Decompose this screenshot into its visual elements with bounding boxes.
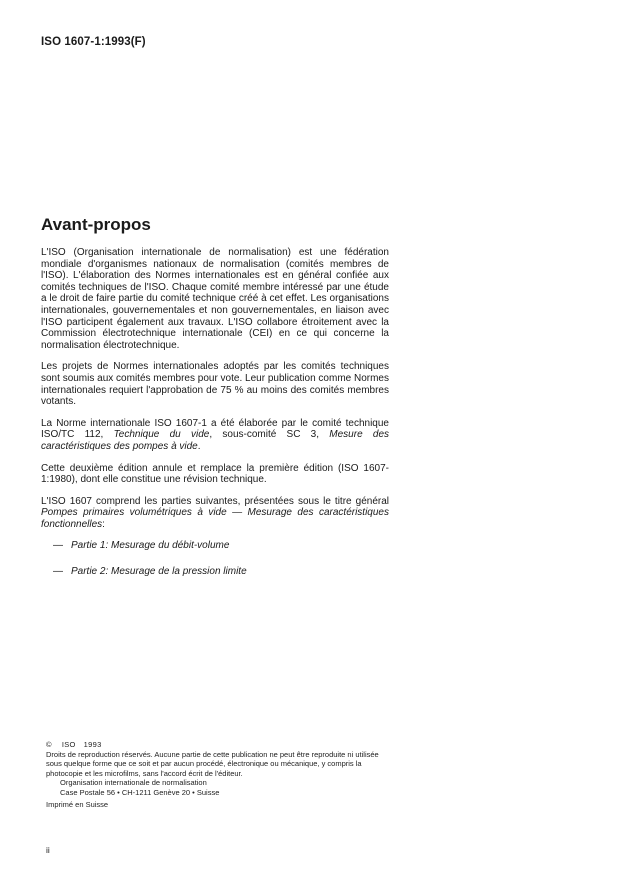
list-item bbox=[53, 566, 389, 578]
paragraph-draft-standards: Les projets de Normes internationales adoptés par les comités techniques sont soumis aux comités membres pour vote. Leur publication comme Normes internationales requiert l'approbation de 75 % au moins des comités membres votants. bbox=[41, 361, 389, 408]
parts-list bbox=[41, 540, 389, 577]
parts-intro-text-1: L'ISO 1607 comprend les parties suivantes, présentées sous le titre général bbox=[41, 495, 389, 507]
paragraph-committee bbox=[41, 418, 389, 453]
address-line-2: Case Postale 56 • CH-1211 Genève 20 • Suisse bbox=[60, 787, 220, 797]
committee-text-1: La Norme internationale ISO 1607-1 a été élaborée par le comité technique ISO/TC 112, bbox=[41, 417, 389, 441]
em-dash: — bbox=[53, 540, 63, 552]
copyright-line bbox=[46, 740, 390, 750]
foreword-body bbox=[41, 247, 389, 592]
page-title: Avant-propos bbox=[41, 215, 151, 234]
parts-intro-text-2: : bbox=[102, 518, 105, 530]
address-line-1: Organisation internationale de normalisation bbox=[60, 778, 207, 787]
paragraph-parts-intro bbox=[41, 496, 389, 531]
document-id-header: ISO 1607-1:1993(F) bbox=[41, 36, 146, 48]
em-dash: — bbox=[53, 566, 63, 578]
committee-italic-1: Technique du vide bbox=[113, 429, 210, 441]
paragraph-edition: Cette deuxième édition annule et remplace la première édition (ISO 1607-1:1980), dont elle constitue une révision technique. bbox=[41, 462, 389, 486]
part-2-label: Partie 2: Mesurage de la pression limite bbox=[71, 566, 247, 578]
paragraph-iso-intro: L'ISO (Organisation internationale de normalisation) est une fédération mondiale d'organismes nationaux de normalisation (comités membres de l'ISO). L'élaboration des Normes internationales est en général confiée aux comités techniques de l'ISO. Chaque comité membre intéressé par une étude a le droit de faire partie du comité technique créé à cet effet. Les organisations internationales, gouvernementales et non gouvernementales, en liaison avec l'ISO participent également aux travaux. L'ISO collabore étroitement avec la Commission électrotechnique internationale (CEI) en ce qui concerne la normalisation électrotechnique. bbox=[41, 247, 389, 351]
part-1-label: Partie 1: Mesurage du débit-volume bbox=[71, 540, 230, 552]
committee-italic-2: Mesure des caractéristiques des pompes à vide bbox=[41, 429, 390, 452]
copyright-icon: © bbox=[46, 740, 52, 749]
copyright-year: 1993 bbox=[83, 740, 102, 749]
page-number: ii bbox=[46, 845, 50, 855]
rights-notice: Droits de reproduction réservés. Aucune partie de cette publication ne peut être reproduite ni utilisée sous quelque forme que ce soit et par aucun procédé, électronique ou mécanique, y compris la photocopie et les microfilms, sans l'accord écrit de l'éditeur. bbox=[46, 749, 379, 778]
committee-text-3: . bbox=[197, 440, 201, 452]
printed-in: Imprimé en Suisse bbox=[46, 800, 109, 809]
copyright-org: ISO bbox=[61, 740, 76, 749]
committee-text-2: , sous-comité SC 3, bbox=[209, 429, 330, 441]
parts-intro-italic: Pompes primaires volumétriques à vide — Mesurage des caractéristiques fonctionnelles bbox=[41, 507, 389, 530]
copyright-footer bbox=[46, 740, 390, 810]
list-item bbox=[53, 540, 389, 552]
